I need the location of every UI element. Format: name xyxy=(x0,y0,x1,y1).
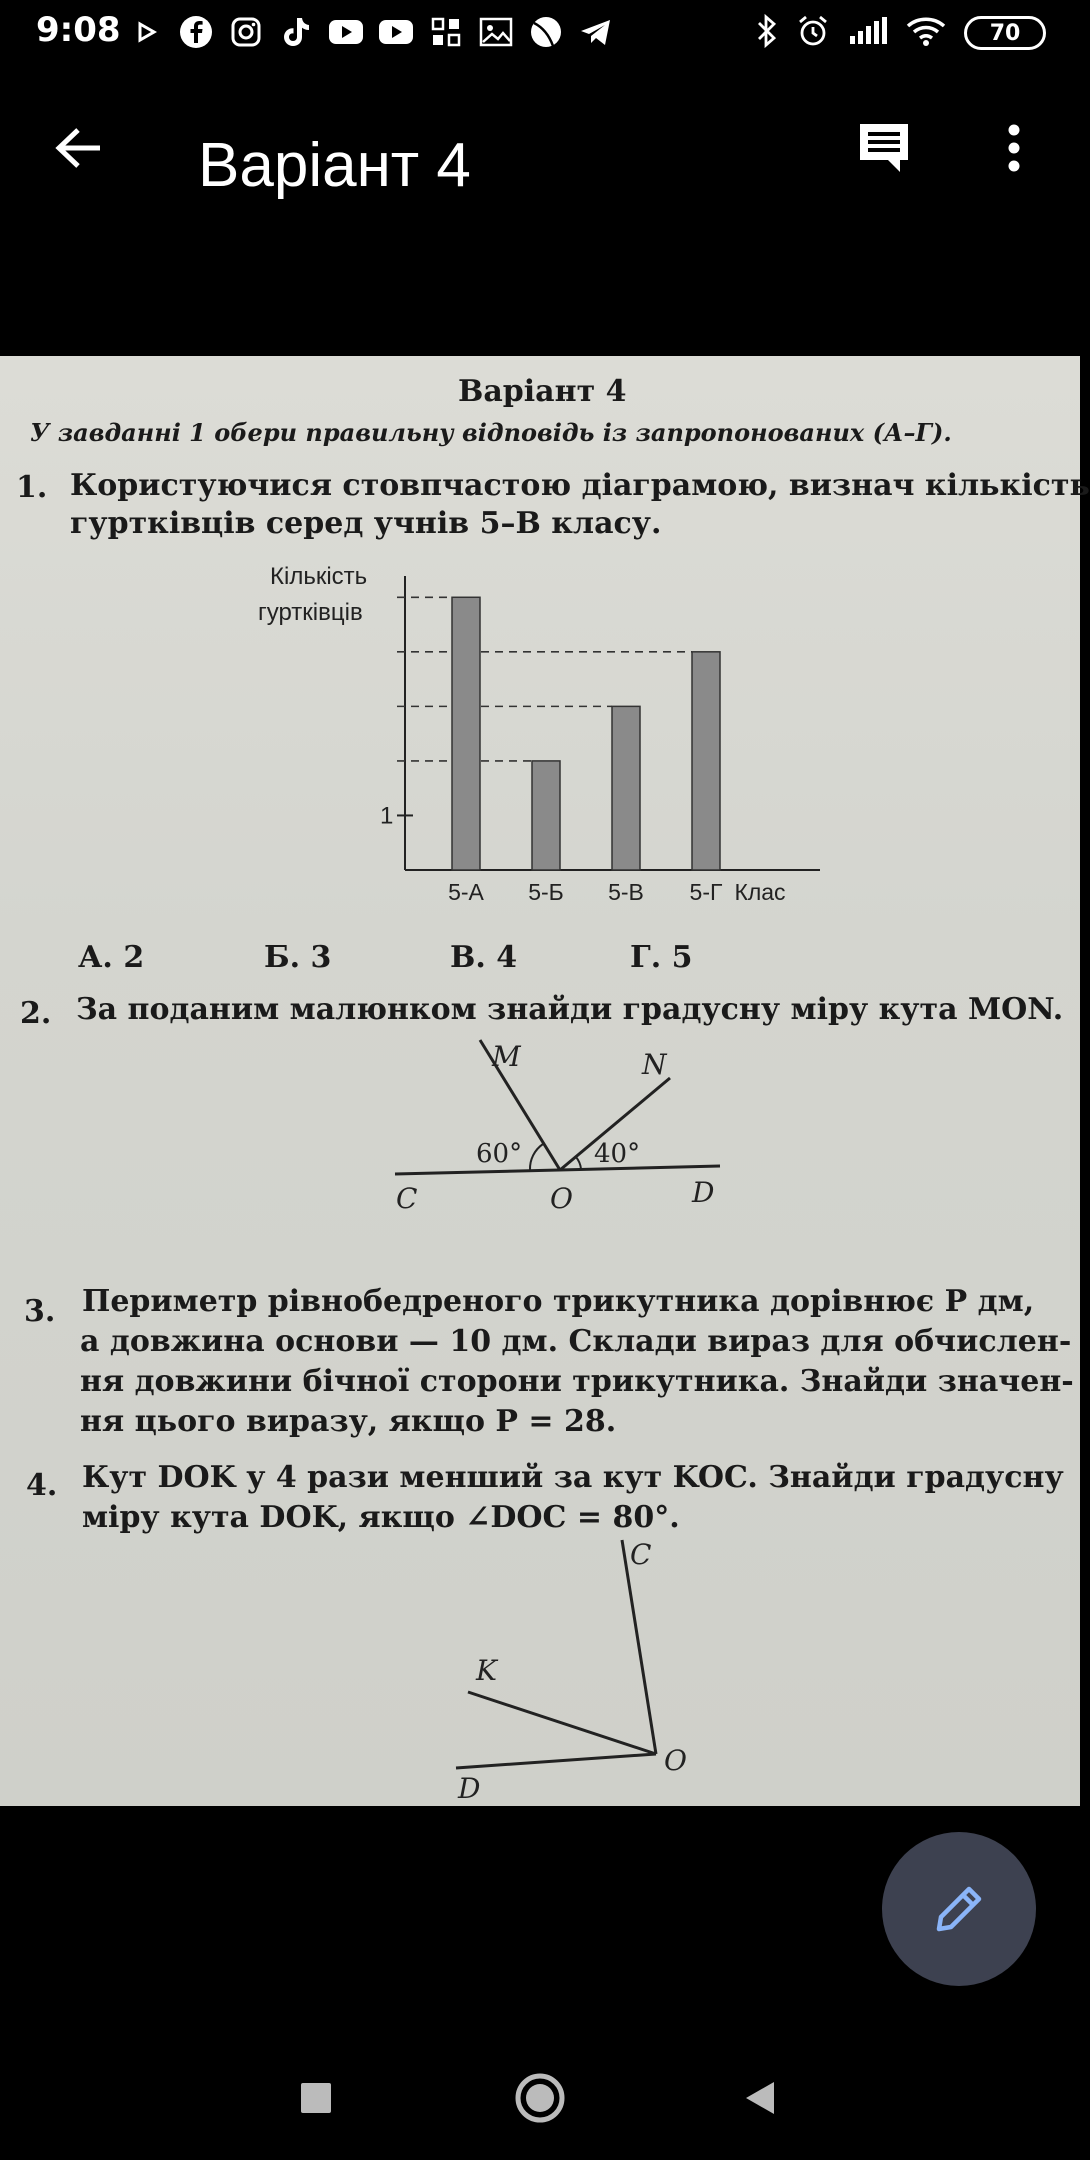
q4-line1: Кут DOK у 4 рази менший за кут KOC. Знайди градусну xyxy=(82,1460,1064,1495)
textbook-page xyxy=(0,356,1090,1806)
edit-fab-button[interactable] xyxy=(882,1832,1036,1986)
ray-oc xyxy=(622,1540,656,1754)
q1-line1: Користуючися стовпчастою діаграмою, визнач кількість xyxy=(70,468,1090,503)
battery-icon xyxy=(964,16,1046,50)
navigation-bar xyxy=(0,2040,1080,2160)
chart-ylabel-line1: Кількість xyxy=(270,563,368,590)
app-bar xyxy=(0,90,1080,240)
q3-line4: ня цього виразу, якщо P = 28. xyxy=(80,1404,617,1439)
more-options-button[interactable] xyxy=(990,116,1038,180)
label-d-q4: D xyxy=(458,1772,481,1805)
chart-bar-2 xyxy=(532,761,560,870)
answer-b: Б. 3 xyxy=(264,940,332,975)
bar-chart xyxy=(240,556,840,905)
document-photo[interactable] xyxy=(0,356,1090,1806)
q4-line2: міру кута DOK, якщо ∠DOC = 80°. xyxy=(82,1500,680,1535)
home-button[interactable] xyxy=(508,2066,572,2130)
angle-doc-figure xyxy=(440,1536,700,1806)
chart-bar-3 xyxy=(612,706,640,870)
back-button[interactable] xyxy=(46,116,110,180)
label-c-q4: C xyxy=(630,1538,652,1571)
label-c: C xyxy=(396,1182,418,1215)
back-nav-button[interactable] xyxy=(728,2066,792,2130)
comment-icon xyxy=(856,120,912,176)
q2-line1: За поданим малюнком знайди градусну міру кута MON. xyxy=(76,992,1064,1027)
status-time: 9:08 xyxy=(36,10,121,50)
youtube-icon xyxy=(328,14,364,50)
label-d: D xyxy=(692,1176,715,1209)
chart-xlabel: Клас xyxy=(734,879,786,905)
angle-40-label: 40° xyxy=(594,1139,641,1169)
chart-xtick-label: 5-В xyxy=(608,879,644,905)
tennis-ball-icon xyxy=(528,14,564,50)
wifi-icon xyxy=(906,15,946,51)
system-icons xyxy=(756,14,1046,52)
square-icon xyxy=(299,2081,333,2115)
signal-icon xyxy=(848,16,888,50)
status-bar xyxy=(0,0,1080,66)
page-title: Варіант 4 xyxy=(198,131,471,200)
telegram-icon xyxy=(578,14,614,50)
answer-d: Г. 5 xyxy=(630,940,693,975)
play-icon xyxy=(128,14,164,50)
doc-title: Варіант 4 xyxy=(458,374,627,409)
q3-line3: ня довжини бічної сторони трикутника. Знайди значен- xyxy=(80,1364,1074,1399)
instagram-icon xyxy=(228,14,264,50)
q1-number: 1. xyxy=(16,470,48,505)
more-vert-icon xyxy=(1007,123,1021,173)
chart-ylabel-line2: гуртківців xyxy=(258,599,363,626)
recents-button[interactable] xyxy=(284,2066,348,2130)
bluetooth-icon xyxy=(756,14,778,52)
battery-level: 70 xyxy=(989,20,1021,46)
comment-button[interactable] xyxy=(852,116,916,180)
tiktok-icon xyxy=(278,14,314,50)
q2-number: 2. xyxy=(20,996,52,1031)
chart-xtick-label: 5-А xyxy=(448,879,484,905)
triangle-back-icon xyxy=(742,2078,778,2118)
arc-60 xyxy=(530,1144,543,1170)
q3-line1: Периметр рівнобедреного трикутника дорівнює P дм, xyxy=(82,1284,1035,1319)
angle-mon-figure xyxy=(380,1036,740,1216)
chart-bar-4 xyxy=(692,652,720,870)
label-k-q4: K xyxy=(476,1654,497,1687)
q1-line2: гуртківців серед учнів 5–В класу. xyxy=(70,506,662,541)
arc-40 xyxy=(576,1157,581,1169)
gallery-icon xyxy=(478,14,514,50)
angle-60-label: 60° xyxy=(476,1139,523,1169)
label-m: M xyxy=(492,1040,521,1073)
label-o: O xyxy=(550,1182,573,1215)
label-o-q4: O xyxy=(664,1744,687,1777)
alarm-icon xyxy=(796,14,830,52)
chart-bar-1 xyxy=(452,597,480,870)
answer-a: А. 2 xyxy=(78,940,145,975)
q3-number: 3. xyxy=(24,1294,56,1329)
circle-icon xyxy=(513,2071,567,2125)
chart-xtick-label: 5-Б xyxy=(528,879,564,905)
facebook-icon xyxy=(178,14,214,50)
youtube-icon xyxy=(378,14,414,50)
label-n: N xyxy=(642,1048,667,1081)
notification-icons xyxy=(128,14,614,50)
pencil-icon xyxy=(931,1881,987,1937)
ray-od xyxy=(456,1754,656,1768)
doc-instruction: У завданні 1 обери правильну відповідь із запропонованих (А–Г). xyxy=(30,418,952,447)
apps-grid-icon xyxy=(428,14,464,50)
ray-ok xyxy=(468,1692,656,1754)
chart-xtick-label: 5-Г xyxy=(689,879,723,905)
arrow-back-icon xyxy=(54,126,102,170)
q4-number: 4. xyxy=(26,1468,58,1503)
q3-line2: а довжина основи — 10 дм. Склади вираз для обчислен- xyxy=(80,1324,1072,1359)
answer-c: В. 4 xyxy=(450,940,518,975)
chart-ytick-label: 1 xyxy=(380,802,394,830)
